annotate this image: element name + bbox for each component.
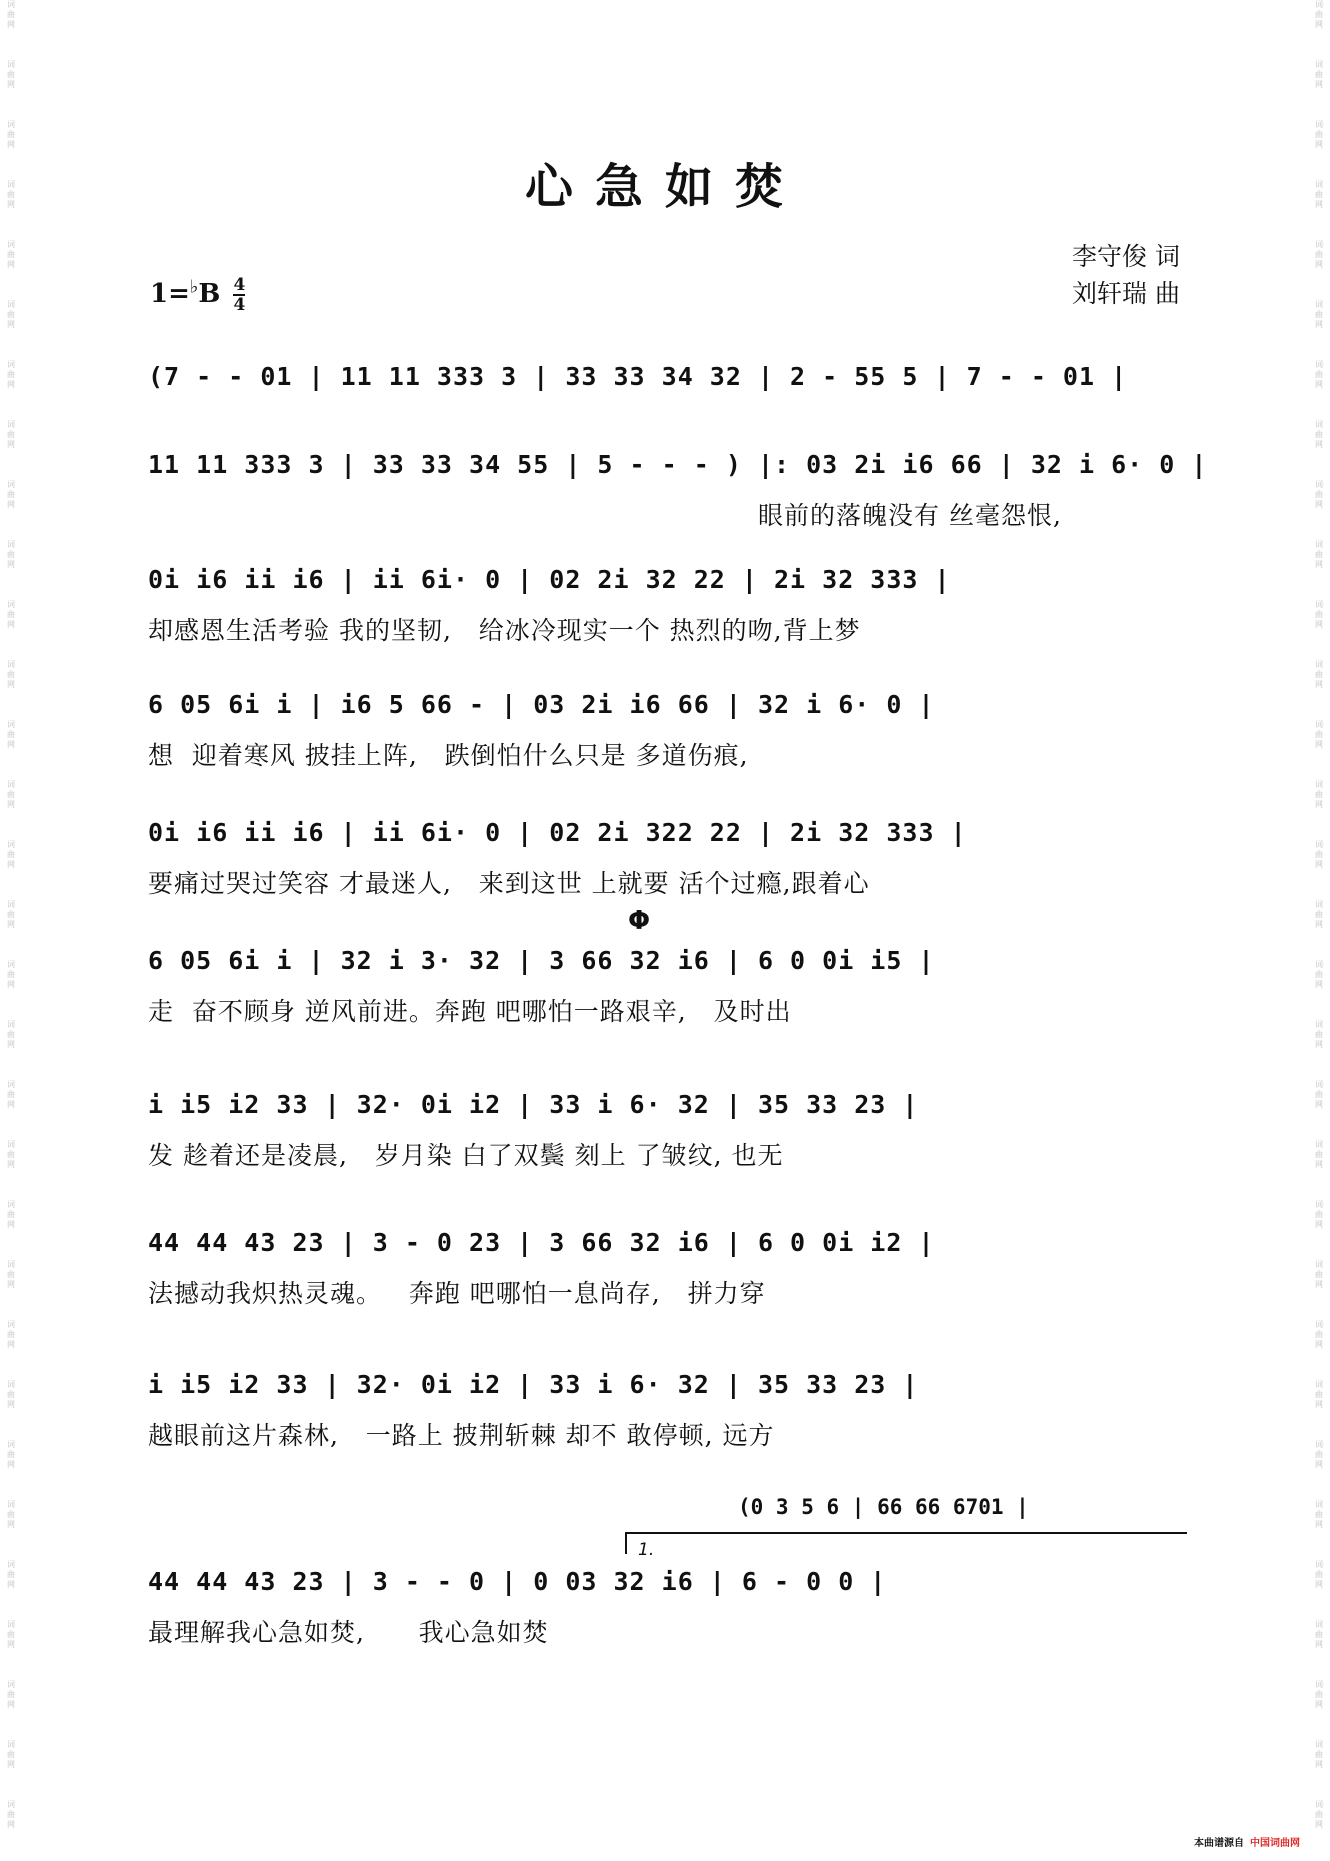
notation-line: 11 11 333 3 | 33 33 34 55 | 5 - - - ) |: 03 2i i6 66 | 32 i 6· 0 |	[148, 450, 1208, 479]
watermark-mark: 词 曲 网	[1315, 1080, 1323, 1109]
watermark-mark: 词 曲 网	[7, 660, 15, 689]
lyrics-line: 却感恩生活考验 我的坚韧, 给冰冷现实一个 热烈的吻,背上梦	[148, 616, 861, 645]
watermark-mark: 词 曲 网	[1315, 1740, 1323, 1769]
watermark-mark: 词 曲 网	[1315, 1140, 1323, 1169]
watermark-mark: 词 曲 网	[1315, 1620, 1323, 1649]
watermark-mark: 词 曲 网	[1315, 1200, 1323, 1229]
watermark-mark: 词 曲 网	[1315, 900, 1323, 929]
watermark-mark: 词 曲 网	[7, 1560, 15, 1589]
key-prefix: 1=	[150, 279, 190, 309]
watermark-mark: 词 曲 网	[1315, 840, 1323, 869]
watermark-mark: 词 曲 网	[1315, 660, 1323, 689]
watermark-mark: 词 曲 网	[1315, 720, 1323, 749]
song-title: 心急如焚	[524, 159, 805, 215]
time-top: 4	[233, 275, 246, 295]
notation-line: 0i i6 ii i6 | ii 6i· 0 | 02 2i 32 22 | 2i 32 333 |	[148, 565, 951, 594]
watermark-mark: 词 曲 网	[7, 0, 15, 29]
watermark-mark: 词 曲 网	[1315, 360, 1323, 389]
left-watermark-strip	[0, 0, 22, 1861]
flat-sign: ♭	[189, 276, 199, 298]
coda-sign: Φ	[628, 906, 651, 936]
watermark-mark: 词 曲 网	[1315, 300, 1323, 329]
watermark-mark: 词 曲 网	[7, 540, 15, 569]
watermark-mark: 词 曲 网	[7, 1800, 15, 1829]
right-watermark-strip	[1308, 0, 1330, 1861]
watermark-mark: 词 曲 网	[7, 480, 15, 509]
notation-line: i i5 i2 33 | 32· 0i i2 | 33 i 6· 32 | 35 33 23 |	[148, 1090, 919, 1119]
watermark-mark: 词 曲 网	[1315, 420, 1323, 449]
watermark-mark: 词 曲 网	[7, 1320, 15, 1349]
watermark-mark: 词 曲 网	[7, 1140, 15, 1169]
notation-line: 44 44 43 23 | 3 - 0 23 | 3 66 32 i6 | 6 0 0i i2 |	[148, 1228, 935, 1257]
notation-line: 44 44 43 23 | 3 - - 0 | 0 03 32 i6 | 6 - 0 0 |	[148, 1567, 887, 1596]
lyrics-line: 越眼前这片森林, 一路上 披荆斩棘 却不 敢停顿, 远方	[148, 1421, 775, 1450]
time-signature	[233, 276, 245, 314]
watermark-mark: 词 曲 网	[1315, 1680, 1323, 1709]
watermark-mark: 词 曲 网	[1315, 1320, 1323, 1349]
notation-line: 6 05 6i i | i6 5 66 - | 03 2i i6 66 | 32 i 6· 0 |	[148, 690, 935, 719]
watermark-mark: 词 曲 网	[1315, 540, 1323, 569]
watermark-mark: 词 曲 网	[1315, 180, 1323, 209]
watermark-mark: 词 曲 网	[7, 1500, 15, 1529]
watermark-mark: 词 曲 网	[1315, 960, 1323, 989]
watermark-mark: 词 曲 网	[7, 1620, 15, 1649]
credits	[1072, 238, 1180, 312]
watermark-mark: 词 曲 网	[1315, 120, 1323, 149]
watermark-mark: 词 曲 网	[1315, 0, 1323, 29]
watermark-mark: 词 曲 网	[7, 420, 15, 449]
watermark-mark: 词 曲 网	[1315, 1800, 1323, 1829]
footer-source-text: 本曲谱源自	[1194, 1838, 1244, 1849]
lyricist-credit: 李守俊 词	[1072, 242, 1180, 271]
key-signature	[150, 276, 245, 314]
watermark-mark: 词 曲 网	[1315, 1380, 1323, 1409]
watermark-mark: 词 曲 网	[7, 720, 15, 749]
watermark-mark: 词 曲 网	[1315, 1020, 1323, 1049]
watermark-mark: 词 曲 网	[7, 180, 15, 209]
watermark-mark: 词 曲 网	[7, 1020, 15, 1049]
footer-source	[1194, 1834, 1300, 1849]
watermark-mark: 词 曲 网	[1315, 1560, 1323, 1589]
watermark-mark: 词 曲 网	[7, 300, 15, 329]
watermark-mark: 词 曲 网	[1315, 60, 1323, 89]
watermark-mark: 词 曲 网	[7, 60, 15, 89]
watermark-mark: 词 曲 网	[7, 240, 15, 269]
lyrics-line: 最理解我心急如焚, 我心急如焚	[148, 1618, 549, 1647]
watermark-mark: 词 曲 网	[7, 1080, 15, 1109]
notation-line: i i5 i2 33 | 32· 0i i2 | 33 i 6· 32 | 35 33 23 |	[148, 1370, 919, 1399]
watermark-mark: 词 曲 网	[7, 1440, 15, 1469]
composer-credit: 刘轩瑞 曲	[1072, 279, 1180, 308]
footer-site-link[interactable]: 中国词曲网	[1250, 1838, 1300, 1849]
watermark-mark: 词 曲 网	[7, 600, 15, 629]
watermark-mark: 词 曲 网	[7, 1200, 15, 1229]
volta-label: 1.	[638, 1540, 655, 1560]
watermark-mark: 词 曲 网	[1315, 480, 1323, 509]
watermark-mark: 词 曲 网	[7, 120, 15, 149]
watermark-mark: 词 曲 网	[1315, 780, 1323, 809]
notation-line: 0i i6 ii i6 | ii 6i· 0 | 02 2i 322 22 | 2i 32 333 |	[148, 818, 967, 847]
watermark-mark: 词 曲 网	[1315, 1500, 1323, 1529]
lyrics-line: 发 趁着还是凌晨, 岁月染 白了双鬓 刻上 了皱纹, 也无	[148, 1141, 784, 1170]
lyrics-line: 走 奋不顾身 逆风前进。奔跑 吧哪怕一路艰辛, 及时出	[148, 997, 792, 1026]
notation-line: 6 05 6i i | 32 i 3· 32 | 3 66 32 i6 | 6 0 0i i5 |	[148, 946, 935, 975]
time-bottom: 4	[233, 295, 246, 315]
lyrics-line: 想 迎着寒风 披挂上阵, 跌倒怕什么只是 多道伤痕,	[148, 741, 749, 770]
watermark-mark: 词 曲 网	[7, 360, 15, 389]
watermark-mark: 词 曲 网	[7, 1380, 15, 1409]
watermark-mark: 词 曲 网	[7, 840, 15, 869]
lyrics-line: 要痛过哭过笑容 才最迷人, 来到这世 上就要 活个过瘾,跟着心	[148, 869, 870, 898]
interlude-bracket: (0 3 5 6 | 66 66 6701 |	[738, 1495, 1029, 1519]
lyrics-line: 眼前的落魄没有 丝毫怨恨,	[758, 501, 1062, 530]
volta-bracket	[625, 1532, 1187, 1554]
watermark-mark: 词 曲 网	[7, 900, 15, 929]
watermark-mark: 词 曲 网	[1315, 1260, 1323, 1289]
watermark-mark: 词 曲 网	[1315, 600, 1323, 629]
watermark-mark: 词 曲 网	[7, 780, 15, 809]
watermark-mark: 词 曲 网	[1315, 1440, 1323, 1469]
watermark-mark: 词 曲 网	[7, 960, 15, 989]
notation-line: (7 - - 01 | 11 11 333 3 | 33 33 34 32 | 2 - 55 5 | 7 - - 01 |	[148, 362, 1128, 391]
watermark-mark: 词 曲 网	[7, 1680, 15, 1709]
key-note: B	[198, 279, 221, 309]
watermark-mark: 词 曲 网	[7, 1740, 15, 1769]
watermark-mark: 词 曲 网	[1315, 240, 1323, 269]
watermark-mark: 词 曲 网	[7, 1260, 15, 1289]
lyrics-line: 法撼动我炽热灵魂。 奔跑 吧哪怕一息尚存, 拼力穿	[148, 1279, 766, 1308]
